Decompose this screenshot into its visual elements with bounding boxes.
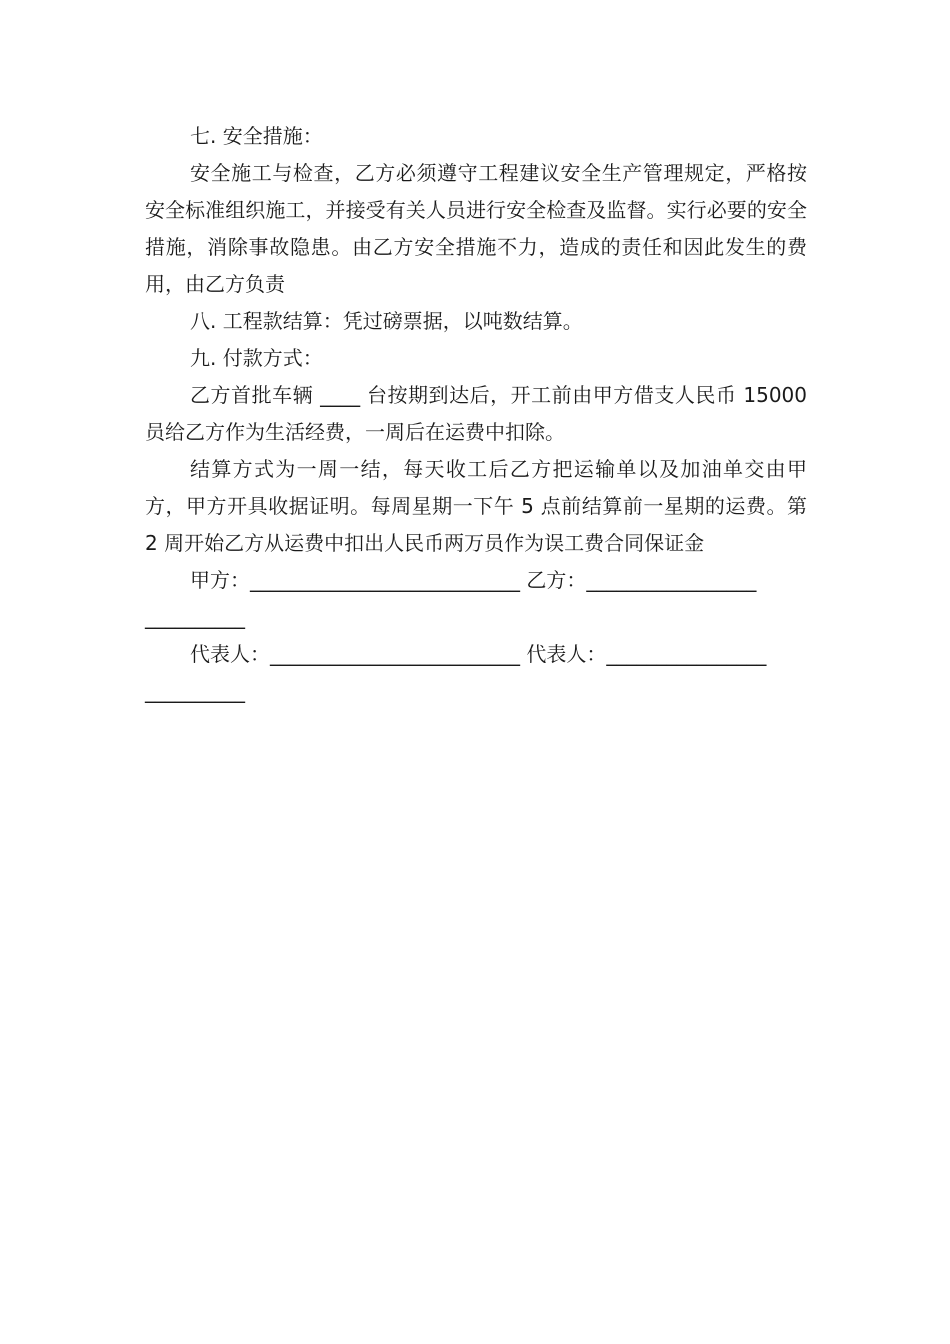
paragraph-advance-payment: 乙方首批车辆 ____ 台按期到达后，开工前由甲方借支人民币 15000 员给乙方作为生活经费，一周后在运费中扣除。 [145,383,807,444]
section-heading-settlement: 八. 工程款结算：凭过磅票据，以吨数结算。 [190,309,583,333]
signature-party-line-continued: __________ [145,605,245,629]
signature-representative-line-continued: __________ [145,679,245,703]
paragraph-settlement-method: 结算方式为一周一结，每天收工后乙方把运输单以及加油单交由甲方，甲方开具收据证明。每周星期一下午 5 点前结算前一星期的运费。第 2 周开始乙方从运费中扣出人民币两万员作为误工费合同保证金 [145,457,807,555]
signature-representative-line: 代表人：_________________________ 代表人：________________ [190,642,767,666]
document-body [145,118,807,710]
section-heading-safety: 七. 安全措施： [190,124,323,148]
signature-party-line: 甲方：___________________________ 乙方：_________________ [190,568,757,592]
paragraph-safety: 安全施工与检查，乙方必须遵守工程建议安全生产管理规定，严格按安全标准组织施工，并接受有关人员进行安全检查及监督。实行必要的安全措施，消除事故隐患。由乙方安全措施不力，造成的责任和因此发生的费用，由乙方负责 [145,161,807,296]
signature-representative-block [145,636,807,710]
section-heading-payment: 九. 付款方式： [190,346,323,370]
signature-party-block [145,562,807,636]
